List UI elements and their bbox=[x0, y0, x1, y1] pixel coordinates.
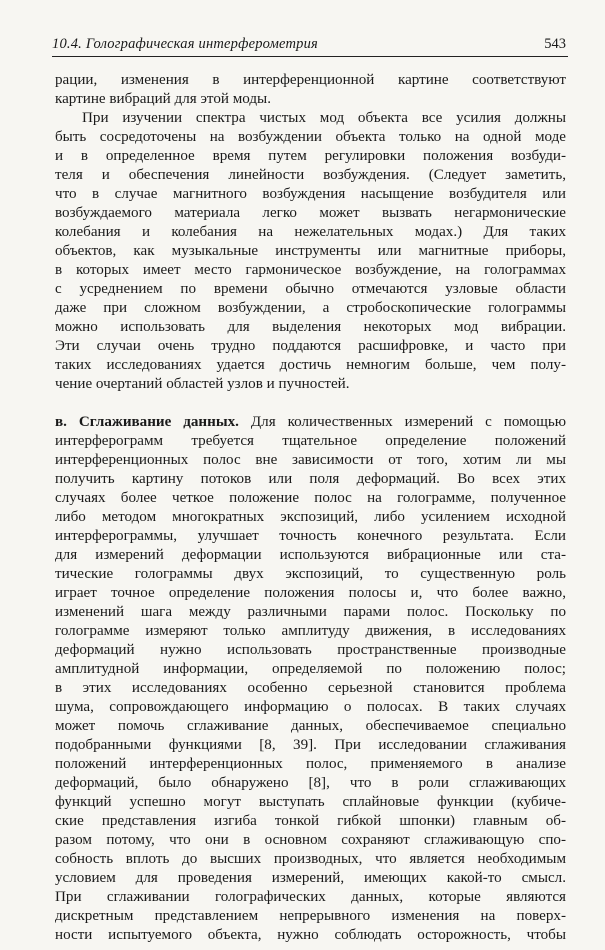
text-line: в которых имеет место гармоническое возбуждение, на голограммах bbox=[55, 262, 566, 278]
text-line: с усреднением по времени обычно отмечаются узловые области bbox=[55, 281, 566, 297]
text-line: может помочь сглаживание данных, обеспечиваемое специально bbox=[55, 718, 566, 734]
paragraph-mode-spectrum bbox=[55, 109, 566, 394]
text-line: Эти случаи очень трудно поддаются расшифровке, и часто при bbox=[55, 338, 566, 354]
text-line: получить картину потоков или поля деформаций. Во всех этих bbox=[55, 471, 566, 487]
text-line: шума, сопровождающего информацию о полосах. В таких случаях bbox=[55, 699, 566, 715]
text-line: даже при сложном возбуждении, а стробоскопические голограммы bbox=[55, 300, 566, 316]
text-line bbox=[55, 413, 566, 432]
text-line: подобранными функциями [8, 39]. При исследовании сглаживания bbox=[55, 737, 566, 753]
text-line: ские представления изгиба тонкой гибкой шпонки) главным об- bbox=[55, 813, 566, 829]
text-line: интерферограмм требуется тщательное определение положений bbox=[55, 433, 566, 449]
text-line: собность вплоть до высших производных, что является необходимым bbox=[55, 851, 566, 867]
text-line: для измерений деформации используются вибрационные или ста- bbox=[55, 547, 566, 563]
text-line: таких исследованиях удается достичь немногим больше, чем полу- bbox=[55, 357, 566, 373]
text-line: теля и обеспечения линейности возбуждения. (Следует заметить, bbox=[55, 167, 566, 183]
text-line: ности испытуемого объекта, нужно соблюдать осторожность, чтобы bbox=[55, 927, 566, 943]
running-head bbox=[52, 34, 568, 57]
text-line: тические голограммы двух экспозиций, то существенную роль bbox=[55, 566, 566, 582]
text-line: можно использовать для выделения некоторых мод вибрации. bbox=[55, 319, 566, 335]
text-line: объектов, как музыкальные инструменты или магнитные приборы, bbox=[55, 243, 566, 259]
text-line: быть сосредоточены на возбуждении объекта только на одной моде bbox=[55, 129, 566, 145]
text-line: функций успешно могут выступать сплайновые функции (кубиче- bbox=[55, 794, 566, 810]
text-line: деформаций, было обнаружено [8], что в роли сглаживающих bbox=[55, 775, 566, 791]
page-number: 543 bbox=[544, 36, 566, 52]
text-line: деформаций нужно использовать пространственные производные bbox=[55, 642, 566, 658]
paragraph-continuation bbox=[55, 71, 566, 109]
text-line: что в случае магнитного возбуждения насыщение возбудителя или bbox=[55, 186, 566, 202]
text-line: амплитудной информации, определяемой по положению полос; bbox=[55, 661, 566, 677]
text-line: интерференционных полос вне зависимости от того, хотим ли мы bbox=[55, 452, 566, 468]
section-heading: в. Сглаживание данных. bbox=[55, 414, 239, 430]
text-line: и в определенное время путем регулировки положения возбуди- bbox=[55, 148, 566, 164]
section-title: 10.4. Голографическая интерферометрия bbox=[52, 36, 318, 52]
text-line: дискретным представлением непрерывного изменения на поверх- bbox=[55, 908, 566, 924]
text-line: чение очертаний областей узлов и пучностей. bbox=[55, 376, 350, 392]
text-line: в этих исследованиях особенно серьезной становится проблема bbox=[55, 680, 566, 696]
text-line: случаях более четкое положение полос на голограмме, полученное bbox=[55, 490, 566, 506]
text-line: картине вибраций для этой моды. bbox=[55, 91, 271, 107]
text-line: либо методом многократных экспозиций, либо усилением исходной bbox=[55, 509, 566, 525]
text-line: рации, изменения в интерференционной картине соответствуют bbox=[55, 72, 566, 88]
section-data-smoothing bbox=[55, 413, 566, 945]
text-line: голограмме измеряют только амплитуду движения, в исследованиях bbox=[55, 623, 566, 639]
text-line: При изучении спектра чистых мод объекта все усилия должны bbox=[82, 110, 566, 126]
text-line: возбуждаемого материала легко может вызвать негармонические bbox=[55, 205, 566, 221]
heading-line-rest: Для количественных измерений с помощью bbox=[250, 414, 566, 430]
body-text bbox=[55, 71, 566, 945]
text-line: изменений шага между различными парами полос. Поскольку по bbox=[55, 604, 566, 620]
text-line: разом потому, что они в основном сохраняют сглаживающую спо- bbox=[55, 832, 566, 848]
text-line: положений интерференционных полос, применяемого в анализе bbox=[55, 756, 566, 772]
paragraph-gap bbox=[55, 394, 566, 413]
text-line: играет точное определение положения полосы и, что более важно, bbox=[55, 585, 566, 601]
text-line: интерферограммы, улучшает точность конечного результата. Если bbox=[55, 528, 566, 544]
text-line: При сглаживании голографических данных, которые являются bbox=[55, 889, 566, 905]
text-line: условием для проведения измерений, имеющих какой-то смысл. bbox=[55, 870, 566, 886]
text-line: колебания и колебания на нежелательных модах.) Для таких bbox=[55, 224, 566, 240]
